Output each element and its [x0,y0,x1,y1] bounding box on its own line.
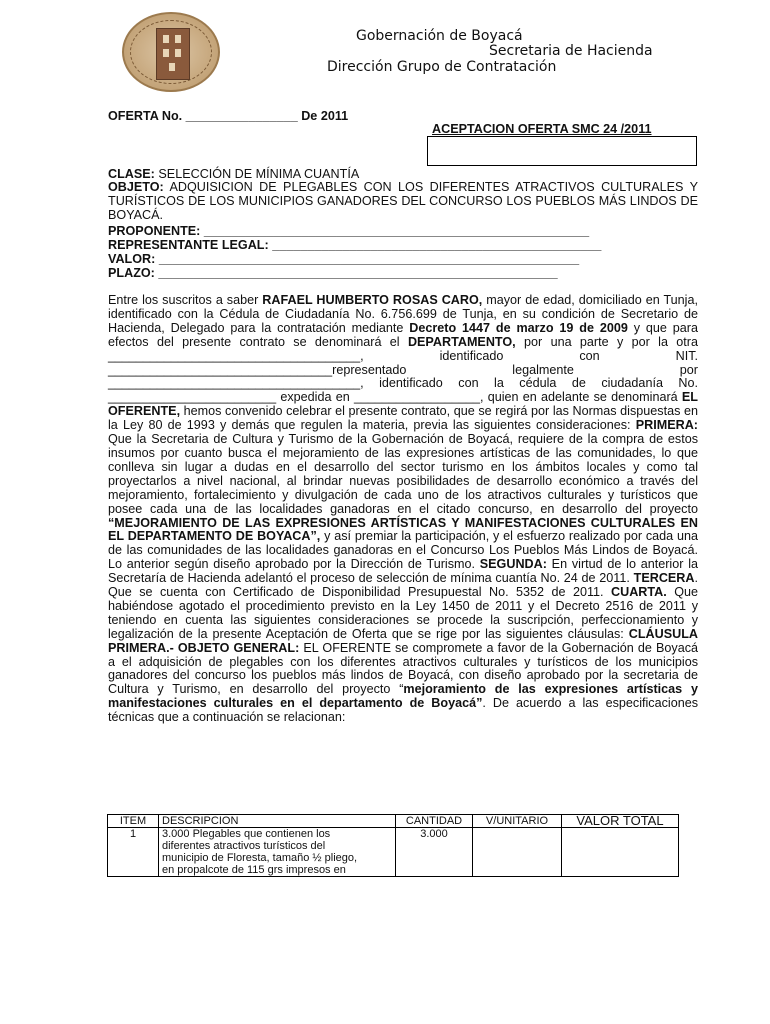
project-name-lower: mejoramiento de las expresiones artísticas y manifestaciones culturales en el departamento de Boyacá” [108,682,698,711]
representante-field: REPRESENTANTE LEGAL: _______________________________________________ [108,238,602,252]
row-valor-total [562,828,679,877]
body-text: En virtud de lo anterior la Secretaría de Hacienda adelantó el proceso de selección de mínima cuantía No. 24 de 2011. [108,557,698,586]
objeto-block [108,181,698,223]
valor-field: VALOR: ____________________________________________________________ [108,252,580,266]
row-cantidad: 3.000 [396,828,473,877]
plazo-field: PLAZO: _________________________________________________________ [108,266,558,280]
objeto-label: OBJETO: [108,180,164,194]
row-item: 1 [108,828,159,877]
signer-name: RAFAEL HUMBERTO ROSAS CARO, [262,293,483,307]
clase-value: SELECCIÓN DE MÍNIMA CUANTÍA [154,167,360,181]
clause-tercera: TERCERA [633,571,695,586]
clause-segunda: SEGUNDA: [479,557,547,572]
objeto-value: ADQUISICION DE PLEGABLES CON LOS DIFERENTES ATRACTIVOS CULTURALES Y TURÍSTICOS DE LOS MUNICIPIOS GANADORES DEL CONCURSO LOS PUEBLOS MÁS LINDOS DE BOYACÁ. [108,180,698,222]
body-text: y así premiar la participación, y el esfuerzo realizado por cada una de las comunidades de las localidades ganadoras en el Concurso Los Pueblos Más Lindos de Boyacá. Lo anterior según diseño aprobado por la Dirección de Turismo. [108,529,698,572]
body-text: mayor de edad, domiciliado en Tunja, identificado con la Cédula de Ciudadanía No. 6.756.699 de Tunja, en su condición de Secretario de Hacienda, Delegado para la contratación mediante [108,293,698,335]
desc-line: municipio de Floresta, tamaño ½ pliego, [162,852,358,864]
header-descripcion: DESCRIPCION [159,815,396,828]
body-text: EL OFERENTE se compromete a favor de la Gobernación de Boyacá a el adquisición de plegables con los diferentes atractivos culturales y turísticos de los municipios ganadores del concurso los pueblos más lindos de Boyacá, con diseño aprobado por la secretaria de Cultura y Turismo, en desarrollo del proyecto “ [108,640,698,697]
proponente-field: PROPONENTE: _______________________________________________________ [108,224,590,238]
decreto-ref: Decreto 1447 de marzo 19 de 2009 [409,320,628,335]
header-direccion: Dirección Grupo de Contratación [327,59,557,75]
departamento-term: DEPARTAMENTO, [407,334,516,349]
row-vunitario [473,828,562,877]
header-secretaria: Secretaria de Hacienda [489,43,653,59]
body-text: hemos convenido celebrar el presente contrato, que se regirá por las Normas dispuestas en la Ley 80 de 1993 y demás que regulen la materia, previa las siguientes consideraciones: [108,404,698,433]
aceptacion-box [427,136,697,166]
desc-line: 3.000 Plegables que contienen los [162,828,331,840]
gobernacion-seal-icon [122,12,220,92]
contract-body [108,294,698,725]
header-cantidad: CANTIDAD [396,815,473,828]
body-text: Entre los suscritos a saber [108,293,263,307]
header-gobernacion: Gobernación de Boyacá [356,28,523,44]
header-item: ITEM [108,815,159,828]
row-description [159,828,396,877]
body-text: por una parte y por la otra ____________________________________, identificado con NIT. ________________________________representado legalmente por ____________________________________, identificado con la cédula de ciudadanía No. ________________________ expedida en __________________, quien en adelante se denominará [108,334,698,405]
body-text: Que habiéndose agotado el procedimiento previsto en la Ley 1450 de 2011 y el Decreto 2516 de 2011 y teniendo en cuenta las siguientes consideraciones se procede la suscripción, perfeccionamiento y legalización de la presente Aceptación de Oferta que se rige por las siguientes cláusulas: [108,585,698,641]
desc-line: en propalcote de 115 grs impresos en [162,864,346,876]
header-valor-total: VALOR TOTAL [562,815,679,828]
oferta-number: OFERTA No. ________________ De 2011 [108,109,349,123]
clase-label: CLASE: [108,167,155,181]
header-vunitario: V/UNITARIO [473,815,562,828]
oferente-term: EL OFERENTE, [108,390,698,419]
clause-objeto-general: CLÁUSULA PRIMERA.- OBJETO GENERAL: [108,626,698,655]
desc-line: diferentes atractivos turísticos del [162,840,326,852]
body-text: . Que se cuenta con Certificado de Disponibilidad Presupuestal No. 5352 de 2011. [108,571,698,600]
table-header-row [108,815,679,828]
body-text: . De acuerdo a las especificaciones técnicas que a continuación se relacionan: [108,696,698,725]
clause-primera: PRIMERA: [635,418,698,433]
clase-line [108,167,359,181]
clause-cuarta: CUARTA. [611,585,667,600]
body-text: y que para efectos del presente contrato se denominará el [108,320,698,349]
aceptacion-title: ACEPTACION OFERTA SMC 24 /2011 [432,122,652,136]
items-table [107,814,679,877]
seal-building [156,28,190,80]
body-text: Que la Secretaria de Cultura y Turismo de la Gobernación de Boyacá, requiere de la compra de estos insumos por cuanto busca el mejoramiento de las expresiones artísticas de las comunidades, lo que conlleva sin lugar a dudas en el desarrollo del sector turismo en los ámbitos locales y como tal proyectarlos a nivel nacional, al brindar nuevas posibilidades de desarrollo económico a través del mejoramiento, fortalecimiento y divulgación de cada uno de los atractivos culturales y turísticos que posee cada una de las localidades ganadoras en el citado concurso, en desarrollo del proyecto [108,432,698,516]
project-name: “MEJORAMIENTO DE LAS EXPRESIONES ARTÍSTICAS Y MANIFESTACIONES CULTURALES EN EL DEPARTAMENTO DE BOYACA”, [108,515,698,544]
table-row [108,828,679,877]
